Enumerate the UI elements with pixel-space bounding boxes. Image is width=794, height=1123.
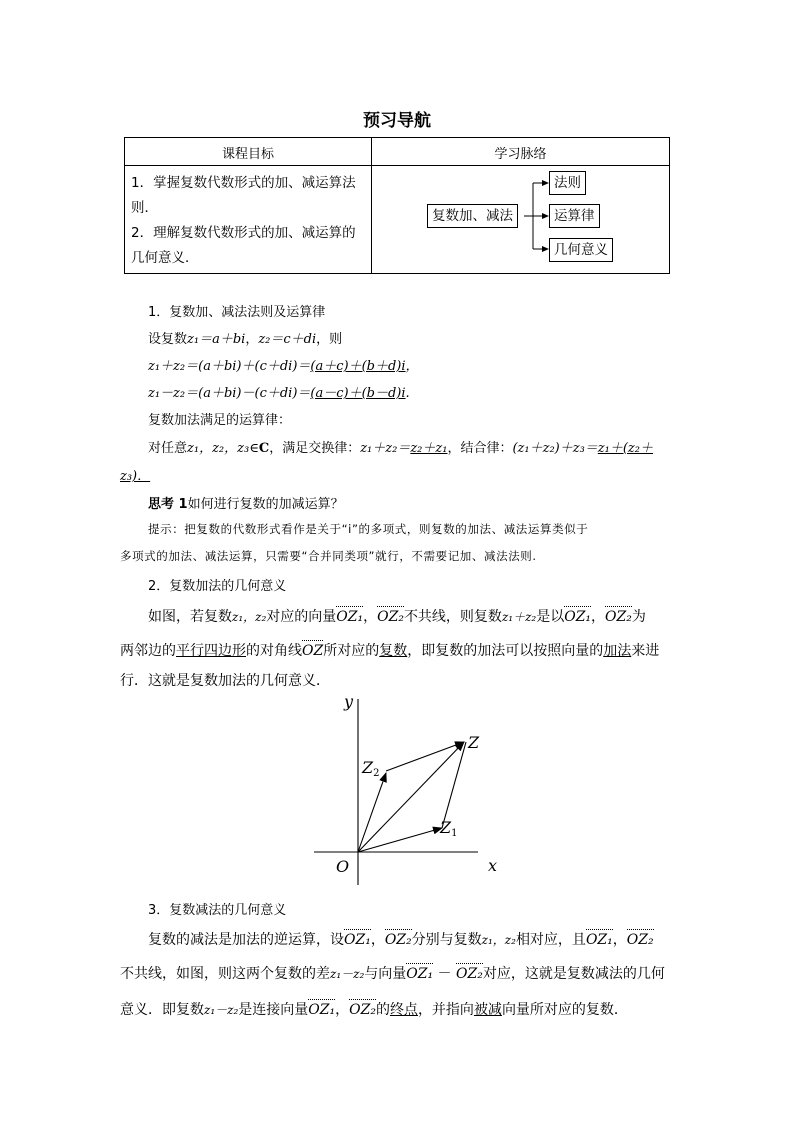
z1-to-z-line — [442, 742, 466, 828]
variables: z₁，z₂ — [232, 610, 267, 624]
commutative-rhs: z₂＋z₁ — [410, 441, 448, 456]
text: 的 — [375, 1002, 390, 1018]
laws-label: 复数加法满足的运算律： — [148, 413, 292, 428]
vector-oz2: OZ₂ — [349, 1002, 376, 1018]
text: ，并指向 — [417, 1002, 474, 1018]
preview-table — [124, 137, 670, 274]
text: 与向量 — [364, 966, 407, 982]
complex-set: C — [258, 441, 270, 456]
z1-subscript: 1 — [451, 828, 458, 839]
parallelogram-term: 平行四边形 — [176, 643, 246, 659]
z1-base: Z — [440, 818, 452, 837]
section1-heading: 1．复数加、减法法则及运算律 — [148, 305, 326, 320]
text: 所对应的 — [323, 643, 380, 659]
point-z1-label — [439, 818, 458, 839]
variables: z₁，z₂ — [481, 933, 516, 947]
text: 相对应，且 — [515, 932, 586, 948]
vector-oz1: OZ₁ — [585, 932, 613, 948]
learning-context-header: 学习脉络 — [494, 147, 547, 162]
hint-line: 提示：把复数的代数形式看作是关于“i”的多项式，则复数的加法、减法运算类似于 — [148, 522, 589, 536]
text: ， — [612, 932, 627, 948]
goal-line: 几何意义． — [131, 250, 199, 266]
vector-oz: OZ — [302, 643, 324, 659]
text: . — [405, 386, 410, 401]
origin-label: O — [336, 857, 350, 876]
vector-oz2: OZ₂ — [377, 609, 404, 625]
point-z2-label — [361, 758, 380, 779]
text: 是连接向量 — [238, 1002, 309, 1018]
vector-oz2: OZ₂ — [626, 932, 654, 948]
text: 对任意 — [148, 441, 188, 456]
vector-oz1: OZ₁ — [308, 1002, 336, 1018]
goal-line: 2．理解复数代数形式的加、减运算的 — [131, 225, 356, 241]
difference-expression: z₁－z₂ — [330, 967, 365, 981]
parallelogram-figure — [300, 685, 520, 895]
addition-lhs: z₁＋z₂＝(a＋bi)＋(c＋di)＝ — [148, 359, 311, 374]
vector-oz2: OZ₂ — [384, 932, 412, 948]
addition-term: 加法 — [603, 643, 632, 659]
text: 如图，若复数 — [148, 609, 232, 625]
think-text: 如何进行复数的加减运算？ — [187, 497, 344, 512]
section3-paragraph-line — [120, 999, 628, 1019]
goal-line: 则． — [131, 200, 158, 216]
think-question — [148, 493, 344, 512]
section2-paragraph-line — [148, 606, 646, 626]
text: 来进 — [631, 643, 660, 659]
text: ，结合律： — [447, 441, 513, 456]
vector-oz2: OZ₂ — [456, 966, 483, 982]
mind-map-root: 复数加、减法 — [427, 204, 518, 228]
page-title: 预习导航 — [363, 111, 431, 131]
text: 是以 — [536, 609, 565, 625]
z2-to-z-arrow — [386, 742, 464, 771]
text: ，即复数的加法可以按照向量的 — [407, 643, 604, 659]
z1-definition: z₁＝a＋bi — [187, 332, 246, 347]
associative-rhs: z₁＋(z₂＋ — [597, 441, 653, 456]
section2-paragraph-line: 行．这就是复数加法的几何意义． — [120, 673, 330, 689]
associative-lhs: (z₁＋z₂)＋z₃＝ — [512, 441, 598, 456]
sum-expression: z₁＋z₂ — [501, 610, 537, 624]
section3-heading: 3．复数减法的几何意义 — [148, 903, 287, 918]
text: 复数的减法是加法的逆运算，设 — [148, 932, 344, 948]
section2-heading: 2．复数加法的几何意义 — [148, 579, 287, 594]
think-label: 思考 1 — [148, 497, 188, 512]
text: 向量所对应的复数． — [501, 1002, 628, 1018]
section3-paragraph-line — [148, 929, 654, 949]
endpoint-term: 终点 — [389, 1002, 418, 1018]
text: 的对角线 — [246, 643, 302, 659]
addition-result: (a＋c)＋(b＋d)i — [310, 359, 406, 374]
text: 两邻边的 — [120, 643, 176, 659]
text: ， — [370, 932, 385, 948]
vector-oz1: OZ₁ — [344, 932, 371, 948]
text: 对应的向量 — [266, 609, 337, 625]
setup-line — [148, 328, 342, 347]
minus-sign: － — [433, 966, 457, 982]
text: 分别与复数 — [411, 932, 482, 948]
text: ，满足交换律： — [269, 441, 361, 456]
text: 不共线，则复数 — [403, 609, 502, 625]
text: 对应，这就是复数减法的几何 — [482, 966, 665, 982]
text: ， — [245, 332, 259, 347]
y-axis-label: y — [344, 692, 354, 711]
complex-term: 复数 — [379, 643, 408, 659]
difference-expression: z₁－z₂ — [204, 1003, 239, 1017]
point-z-label: Z — [468, 733, 480, 752]
vector-oz1: OZ₁ — [336, 609, 364, 625]
vector-oz1: OZ₁ — [406, 966, 434, 982]
section3-paragraph-line — [120, 963, 665, 983]
commutative-lhs: z₁＋z₂＝ — [360, 441, 411, 456]
section2-paragraph-line — [120, 640, 659, 660]
text: ，则 — [316, 332, 343, 347]
text: ， — [405, 359, 419, 374]
text: 意义．即复数 — [120, 1002, 204, 1018]
z2-definition: z₂＝c＋di — [258, 332, 317, 347]
subtraction-lhs: z₁－z₂＝(a＋bi)－(c＋di)＝ — [148, 386, 311, 401]
text: 为 — [631, 609, 646, 625]
text: ， — [591, 609, 606, 625]
text: ， — [363, 609, 378, 625]
text: 不共线，如图，则这两个复数的差 — [120, 966, 330, 982]
vector-oz1: OZ₁ — [564, 609, 592, 625]
laws-line — [148, 437, 653, 456]
hint-line: 多项式的加法、减法运算，只需要“合并同类项”就行，不需要记加、减法法则. — [120, 549, 537, 563]
variables: z₁，z₂，z₃∈ — [187, 441, 259, 456]
laws-wrap: z₃)． — [120, 469, 151, 484]
minuend-term: 被减 — [473, 1002, 502, 1018]
vector-oz1-arrow — [358, 828, 442, 852]
mind-map-branch-rules: 法则 — [549, 171, 586, 195]
addition-rule — [148, 355, 419, 374]
subtraction-rule — [148, 382, 410, 401]
text: ， — [335, 1002, 350, 1018]
goal-line: 1．掌握复数代数形式的加、减运算法 — [131, 175, 356, 191]
text: 设复数 — [148, 332, 188, 347]
x-axis-label: x — [488, 856, 498, 875]
z2-subscript: 2 — [373, 768, 380, 779]
vector-oz2: OZ₂ — [605, 609, 632, 625]
z2-base: Z — [362, 758, 374, 777]
course-goals-header: 课程目标 — [221, 147, 274, 162]
subtraction-result: (a－c)＋(b－d)i — [310, 386, 406, 401]
mind-map-branch-laws: 运算律 — [549, 204, 600, 228]
mind-map-branch-geometry: 几何意义 — [549, 238, 613, 262]
vector-oz2-arrow — [358, 773, 386, 852]
